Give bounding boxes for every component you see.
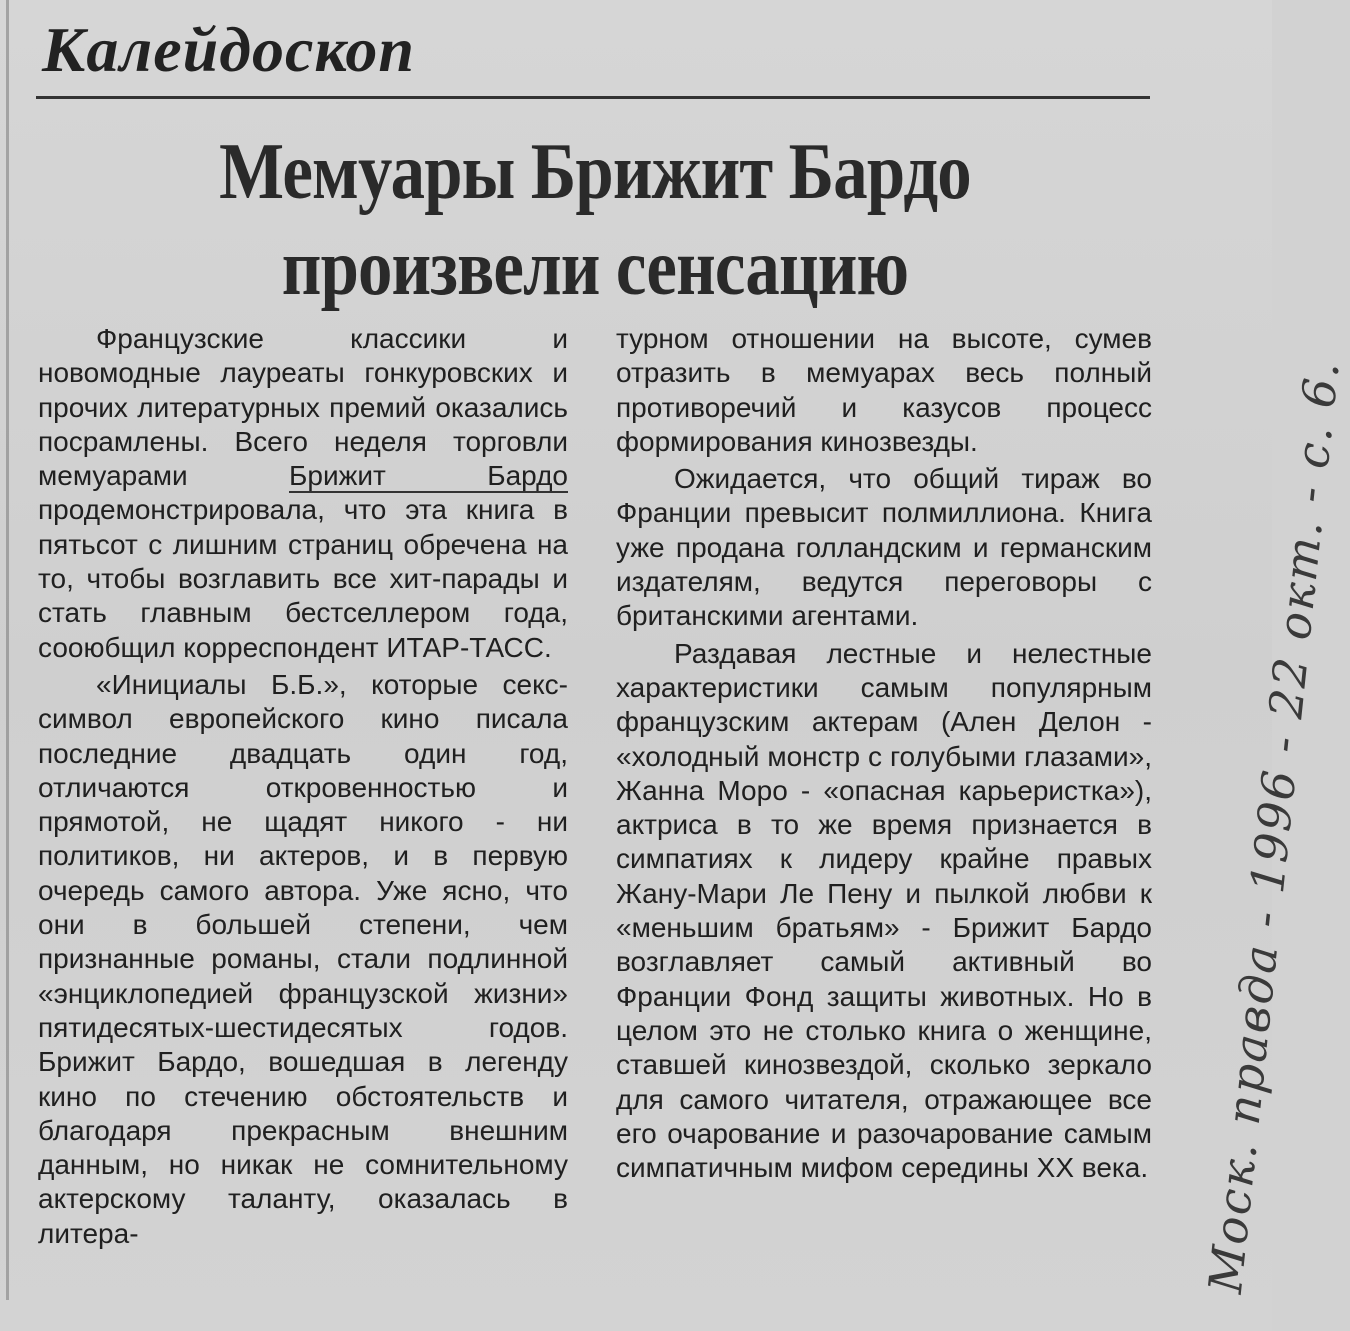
article-paragraph-2-continued: турном отношении на высоте, сумев отразить в мемуарах весь полный противоречий и казусов процесс формирования кинозвезды. bbox=[616, 323, 1152, 457]
article-column-left bbox=[38, 322, 568, 1254]
rubric-title: Калейдоскоп bbox=[42, 14, 415, 85]
headline-line-2: произвели сенсацию bbox=[281, 224, 909, 312]
handwritten-source-note: Моск. правда - 1996 - 22 окт. - с. 6. bbox=[1198, 357, 1350, 1296]
paragraph-1-text-b: продемонстрировала, что эта книга в пятьсот с лишним страниц обречена на то, чтобы возглавить все хит-парады и стать главным бестселлером года, сооюбщил корреспондент ИТАР-ТАСС. bbox=[38, 494, 568, 663]
underlined-name: Брижит Бардо bbox=[289, 460, 568, 492]
article-paragraph-4: Раздавая лестные и нелестные характеристики самым популярным французским актерам (Ален Делон - «холодный монстр с голубыми глазами», Жанна Моро - «опасная карьеристка»), актриса в то же время признается в симпатиях к лидеру крайне правых Жану-Мари Ле Пену и пылкой любви к «меньшим братьям» - Брижит Бардо возглавляет самый активный во Франции Фонд защиты животных. Но в целом это не столько книга о женщине, ставшей кинозвездой, сколько зеркало для самого читателя, отражающее все его очарование и разочарование самым симпатичным мифом середины XX века. bbox=[616, 637, 1152, 1184]
article-paragraph-1 bbox=[38, 322, 568, 665]
article-column-right bbox=[616, 322, 1152, 1188]
paragraph-1-text-a: Французские классики и новомодные лауреаты гонкуровских и прочих литературных премий оказались посрамлены. Всего неделя торговли мемуарами bbox=[38, 323, 568, 492]
article-paragraph-2: «Инициалы Б.Б.», которые секс-символ европейского кино писала последние двадцать один год, отличаются откровенностью и прямотой, не щадят никого - ни политиков, ни актеров, и в первую очередь самого автора. Уже ясно, что они в большей степени, чем признанные романы, стали подлинной «энциклопедией французской жизни» пятидесятых-шестидесятых годов. Брижит Бардо, вошедшая в легенду кино по стечению обстоятельств и благодаря прекрасным внешним данным, но никак не сомнительному актерскому таланту, оказалась в литера- bbox=[38, 668, 568, 1249]
rubric-divider bbox=[36, 96, 1150, 99]
headline-line-1: Мемуары Брижит Бардо bbox=[219, 128, 971, 216]
article-paragraph-3: Ожидается, что общий тираж во Франции превысит полмиллиона. Книга уже продана голландским и германским издателям, ведутся переговоры с британскими агентами. bbox=[616, 463, 1152, 632]
clipping-cut-edge bbox=[6, 0, 9, 1300]
article-headline bbox=[118, 124, 1073, 316]
